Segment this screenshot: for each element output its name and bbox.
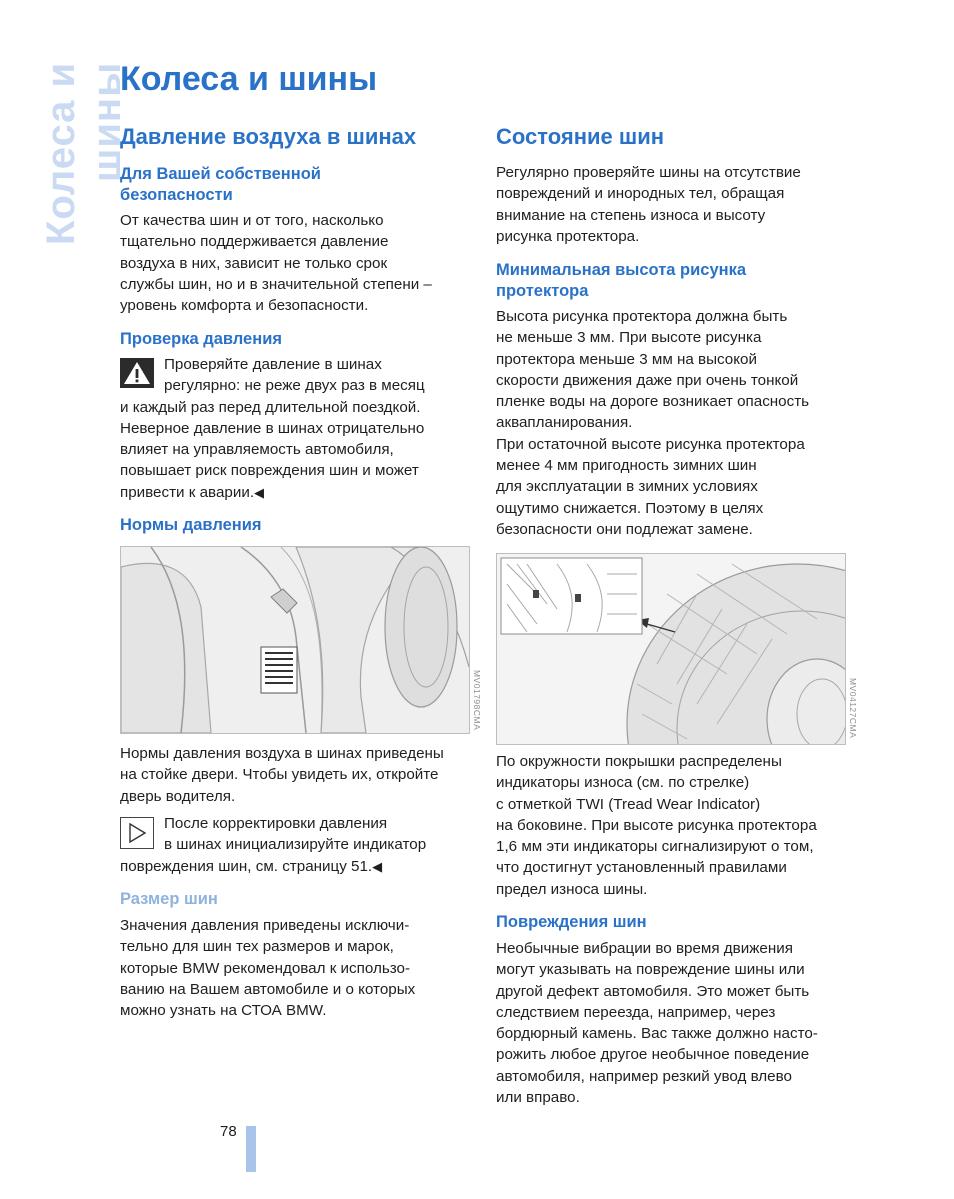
page-marker-bar: [246, 1126, 256, 1172]
check-pressure-heading: Проверка давления: [120, 330, 282, 348]
text-line: что достигнут установленный правилами: [496, 859, 787, 877]
safety-heading-line: безопасности: [120, 186, 233, 204]
text-line: бордюрный камень. Вас также должно насто-: [496, 1025, 818, 1043]
text-line: Высота рисунка протектора должна быть: [496, 308, 788, 325]
page-title: Колеса и шины: [120, 60, 378, 98]
text-line: повреждений и инородных тел, обращая: [496, 185, 785, 203]
text-line: на боковине. При высоте рисунка протектора: [496, 816, 817, 834]
text-line: службы шин, но и в значительной степени –: [120, 275, 432, 293]
pressure-norms-heading: Нормы давления: [120, 516, 262, 534]
text-line: безопасности они подлежат замене.: [496, 520, 753, 538]
text-line: скорости движения даже при очень тонкой: [496, 371, 799, 389]
tire-wear-figure: [496, 553, 846, 745]
text-line: внимание на степень износа и высоту: [496, 206, 766, 224]
min-tread-heading: [496, 260, 746, 302]
text-line: тщательно поддерживается давление: [120, 233, 389, 251]
text-line: протектора меньше 3 мм на высокой: [496, 350, 757, 368]
text-line: Регулярно проверяйте шины на отсутствие: [496, 164, 801, 181]
safety-heading-line: Для Вашей собственной: [120, 165, 321, 183]
text-line: Нормы давления воздуха в шинах приведены: [120, 745, 444, 762]
norms-paragraph: [120, 743, 444, 807]
text-fragment: привести к аварии.: [120, 483, 255, 501]
text-line: другой дефект автомобиля. Это может быть: [496, 982, 810, 1000]
figure-code: MV04127CMA: [848, 678, 858, 739]
text-line: По окружности покрышки распределены: [496, 753, 782, 770]
text-line: и каждый раз перед длительной поездкой.: [120, 398, 421, 416]
text-line: уровень комфорта и безопасности.: [120, 297, 369, 315]
text-line: аквапланирования.: [496, 414, 633, 432]
text-line: следствием переезда, например, через: [496, 1003, 776, 1021]
text-line: индикаторы износа (см. по стрелке): [496, 774, 750, 792]
min-tread-heading-line: протектора: [496, 282, 589, 300]
text-line: пленке воды на дороге возникает опасность: [496, 393, 810, 411]
text-line: Значения давления приведены исключи-: [120, 917, 410, 934]
tire-size-heading: Размер шин: [120, 890, 218, 908]
warning-paragraph: [120, 354, 425, 503]
text-line: После корректировки давления: [164, 815, 388, 832]
text-line: не меньше 3 мм. При высоте рисунка: [496, 329, 762, 347]
end-mark-icon: ◀: [254, 484, 265, 500]
damage-paragraph: [496, 938, 818, 1108]
text-line: 1,6 мм эти индикаторы сигнализируют о том,: [496, 838, 814, 856]
end-mark-icon: ◀: [372, 858, 383, 874]
text-line: ощутимо снижается. Поэтому в целях: [496, 499, 764, 517]
note-paragraph: [120, 813, 426, 877]
text-line: автомобиля, например резкий увод влево: [496, 1067, 792, 1085]
text-line: При остаточной высоте рисунка протектора: [496, 435, 805, 453]
size-paragraph: [120, 915, 415, 1021]
text-line: которые BMW рекомендовал к использо-: [120, 959, 411, 977]
text-line: Проверяйте давление в шинах: [164, 356, 382, 373]
safety-heading: [120, 164, 321, 206]
text-line: на стойке двери. Чтобы увидеть их, откройте: [120, 766, 439, 784]
text-line: для эксплуатации в зимних условиях: [496, 478, 758, 496]
text-line: регулярно: не реже двух раз в месяц: [164, 377, 425, 395]
text-line-last: [120, 482, 425, 503]
text-line: рожить любое другое необычное поведение: [496, 1046, 810, 1064]
text-fragment: повреждения шин, см. страницу 51.: [120, 857, 373, 875]
door-pillar-illustration: [121, 547, 469, 733]
side-chapter-title: Колеса и шины: [39, 62, 129, 246]
text-line: или вправо.: [496, 1089, 580, 1107]
door-pillar-figure: [120, 546, 470, 734]
text-line: влияет на управляемость автомобиля,: [120, 441, 394, 459]
text-line-last: [120, 856, 426, 877]
text-line: Неверное давление в шинах отрицательно: [120, 419, 425, 437]
tire-wear-illustration: [497, 554, 845, 744]
text-line: повышает риск повреждения шин и может: [120, 462, 419, 480]
text-line: предел износа шины.: [496, 880, 648, 898]
min-tread-heading-line: Минимальная высота рисунка: [496, 261, 747, 279]
safety-paragraph: [120, 210, 432, 316]
text-line: с отметкой TWI (Tread Wear Indicator): [496, 795, 761, 813]
section-title-tire-condition: Состояние шин: [496, 124, 665, 149]
text-line: в шинах инициализируйте индикатор: [164, 836, 427, 854]
text-line: От качества шин и от того, насколько: [120, 212, 384, 229]
text-line: воздуха в них, зависит не только срок: [120, 254, 388, 272]
twi-paragraph: [496, 751, 817, 900]
text-line: могут указывать на повреждение шины или: [496, 961, 805, 979]
text-line: ванию на Вашем автомобиле и о которых: [120, 980, 416, 998]
text-line: тельно для шин тех размеров и марок,: [120, 938, 394, 956]
text-line: менее 4 мм пригодность зимних шин: [496, 457, 757, 475]
figure-code: MV01798CMA: [472, 670, 482, 731]
text-line: Необычные вибрации во время движения: [496, 940, 793, 957]
page-number: 78: [220, 1123, 237, 1140]
condition-intro-paragraph: [496, 162, 801, 247]
text-line: можно узнать на СТОА BMW.: [120, 1002, 327, 1020]
min-tread-paragraph: [496, 306, 809, 540]
section-title-tire-pressure: Давление воздуха в шинах: [120, 124, 417, 149]
text-line: рисунка протектора.: [496, 227, 640, 245]
text-line: дверь водителя.: [120, 787, 236, 805]
tire-damage-heading: Повреждения шин: [496, 913, 647, 931]
